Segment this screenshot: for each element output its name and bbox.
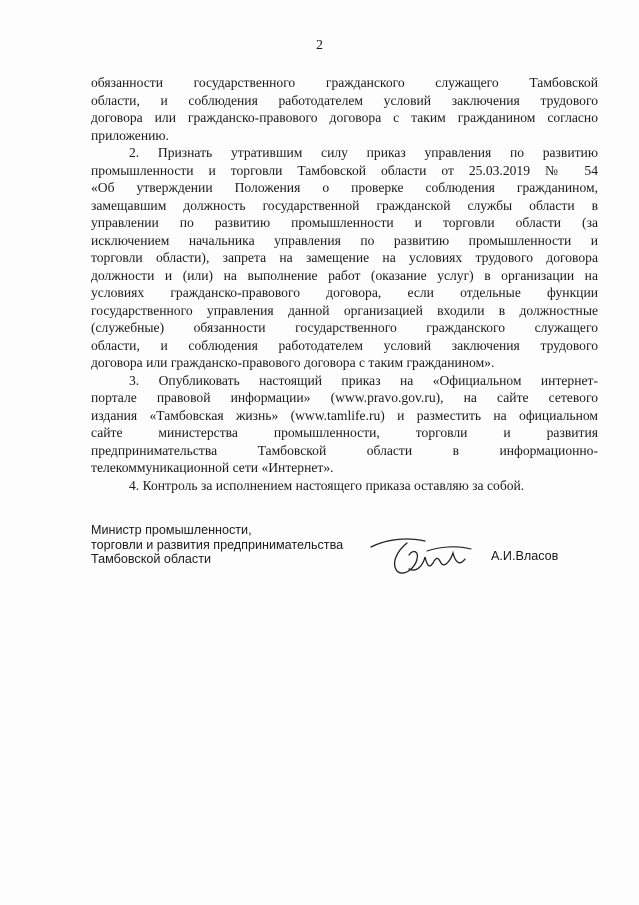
text-line: «Об утверждении Положения о проверке соблюдения гражданином, [91, 180, 598, 195]
text-line: договора или гражданско-правового договора с таким гражданином согласно [91, 110, 598, 125]
signer-title [91, 523, 391, 567]
text-line: условиях гражданско-правового договора, если отдельные функции [91, 285, 598, 300]
signature-block [91, 523, 598, 583]
signer-title-line: торговли и развития предпринимательства [91, 537, 344, 552]
signer-title-line: Тамбовской области [91, 552, 212, 566]
text-line: приложению. [91, 127, 169, 143]
text-line: замещавшим должность государственной гражданской службы области в [91, 197, 598, 213]
signer-title-line: Министр промышленности, [91, 523, 252, 537]
paragraph-item-2 [91, 144, 598, 372]
text-line: области, и соблюдения работодателем условий заключения трудового [91, 92, 598, 108]
paragraph-item-4 [91, 477, 598, 495]
text-line: государственного управления данной организацией входили в должностные [91, 302, 598, 318]
paragraph-item-3 [91, 372, 598, 477]
text-line: сайте министерства промышленности, торговли и развития [91, 425, 598, 440]
page-number: 2 [316, 38, 323, 53]
text-line: предпринимательства Тамбовской области в информационно- [91, 442, 598, 458]
text-line: должности и (или) на выполнение работ (оказание услуг) в организации на [91, 267, 598, 283]
text-line: торговли области), запрета на замещение на условиях трудового договора [91, 250, 598, 265]
text-line: телекоммуникационной сети «Интернет». [91, 460, 334, 475]
text-line: 2. Признать утратившим силу приказ управления по развитию [129, 145, 598, 160]
text-line: исключением начальника управления по развитию промышленности и [91, 232, 598, 248]
text-line: промышленности и торговли Тамбовской области от 25.03.2019 № 54 [91, 162, 598, 178]
handwritten-signature-icon [367, 529, 477, 581]
text-line: 4. Контроль за исполнением настоящего приказа оставляю за собой. [129, 477, 525, 493]
text-line: 3. Опубликовать настоящий приказ на «Официальном интернет- [129, 372, 598, 388]
text-line: обязанности государственного гражданского служащего Тамбовской [91, 75, 598, 90]
paragraph-continuation [91, 74, 598, 144]
text-line: портале правовой информации» (www.pravo.gov.ru), на сайте сетевого [91, 390, 598, 405]
text-line: договора или гражданско-правового договора с таким гражданином». [91, 355, 495, 370]
text-line: (служебные) обязанности государственного гражданского служащего [91, 320, 598, 335]
text-line: области, и соблюдения работодателем условий заключения трудового [91, 337, 598, 353]
document-body [91, 74, 598, 494]
text-line: издания «Тамбовская жизнь» (www.tamlife.ru) и разместить на официальном [91, 407, 598, 423]
text-line: управлении по развитию промышленности и торговли области (за [91, 215, 598, 230]
signer-name: А.И.Власов [491, 549, 559, 563]
